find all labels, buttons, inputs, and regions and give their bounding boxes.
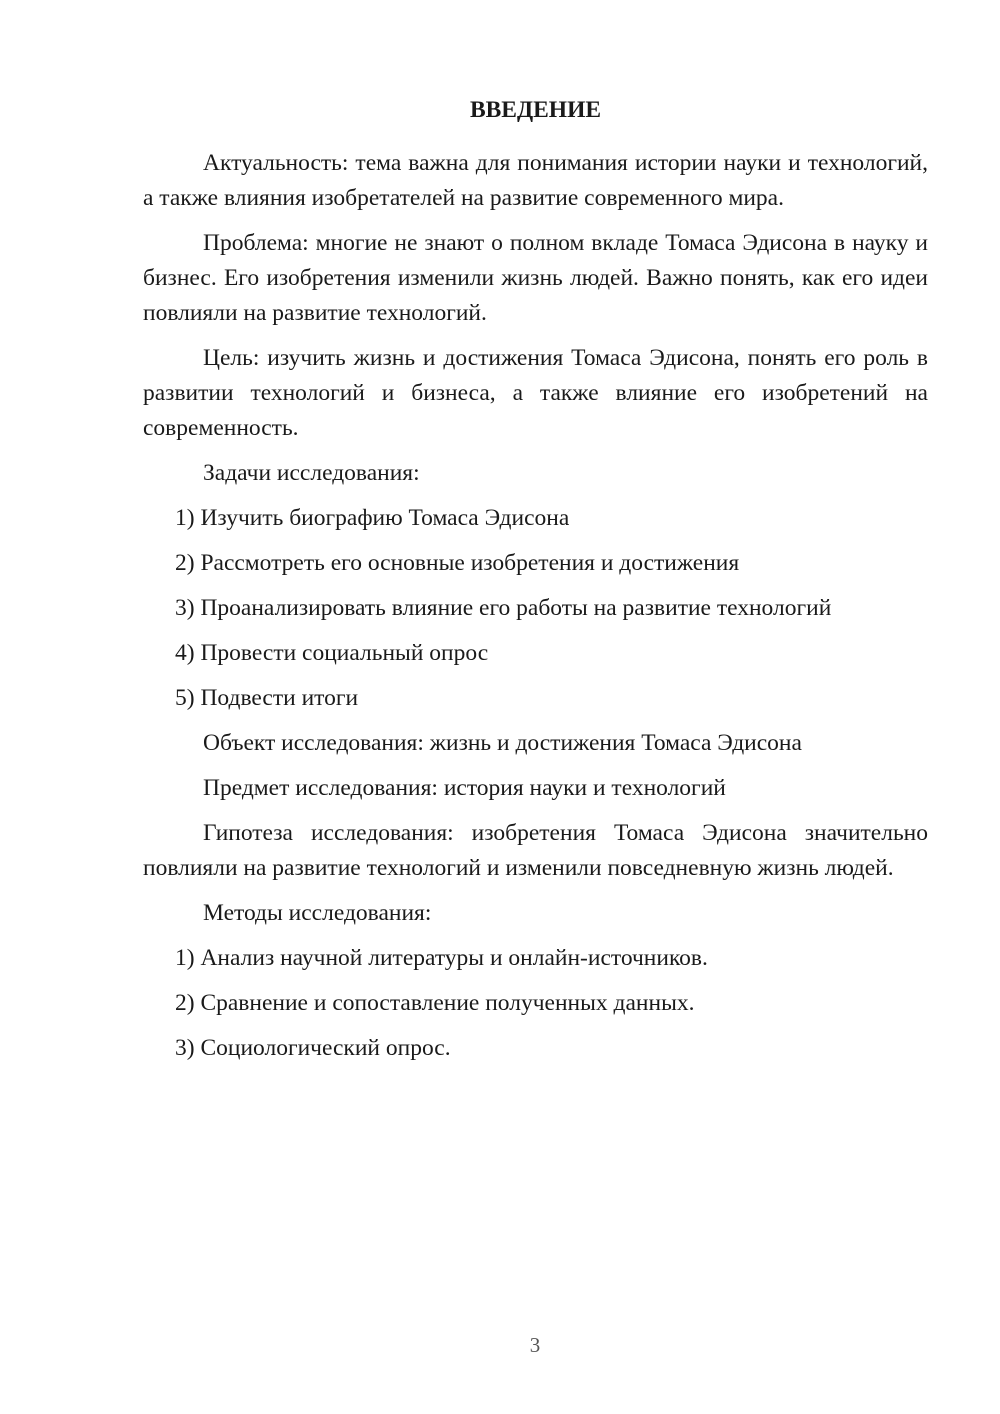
method-item: 1) Анализ научной литературы и онлайн-источников.: [175, 945, 708, 971]
method-item: 3) Социологический опрос.: [175, 1035, 451, 1061]
goal-paragraph: Цель: изучить жизнь и достижения Томаса Эдисона, понять его роль в развитии технологий и бизнеса, а также влияние его изобретений на современность.: [143, 345, 928, 441]
page-number: 3: [529, 1333, 541, 1357]
section-title: ВВЕДЕНИЕ: [469, 97, 602, 123]
research-subject: Предмет исследования: история науки и технологий: [203, 775, 726, 801]
task-item: 3) Проанализировать влияние его работы на развитие технологий: [175, 595, 832, 621]
research-object: Объект исследования: жизнь и достижения Томаса Эдисона: [203, 730, 802, 756]
methods-heading: Методы исследования:: [203, 900, 432, 926]
method-item: 2) Сравнение и сопоставление полученных данных.: [175, 990, 695, 1016]
task-item: 4) Провести социальный опрос: [175, 640, 489, 666]
tasks-heading: Задачи исследования:: [203, 460, 420, 486]
relevance-paragraph: Актуальность: тема важна для понимания истории науки и технологий, а также влияния изобретателей на развитие современного мира.: [143, 150, 928, 211]
task-item: 2) Рассмотреть его основные изобретения и достижения: [175, 550, 740, 576]
hypothesis-paragraph: Гипотеза исследования: изобретения Томаса Эдисона значительно повлияли на развитие технологий и изменили повседневную жизнь людей.: [143, 820, 928, 881]
problem-paragraph: Проблема: многие не знают о полном вкладе Томаса Эдисона в науку и бизнес. Его изобретения изменили жизнь людей. Важно понять, как его идеи повлияли на развитие технологий.: [143, 230, 928, 326]
page-content: [143, 92, 928, 1076]
task-item: 1) Изучить биографию Томаса Эдисона: [175, 505, 570, 531]
task-item: 5) Подвести итоги: [175, 685, 359, 711]
